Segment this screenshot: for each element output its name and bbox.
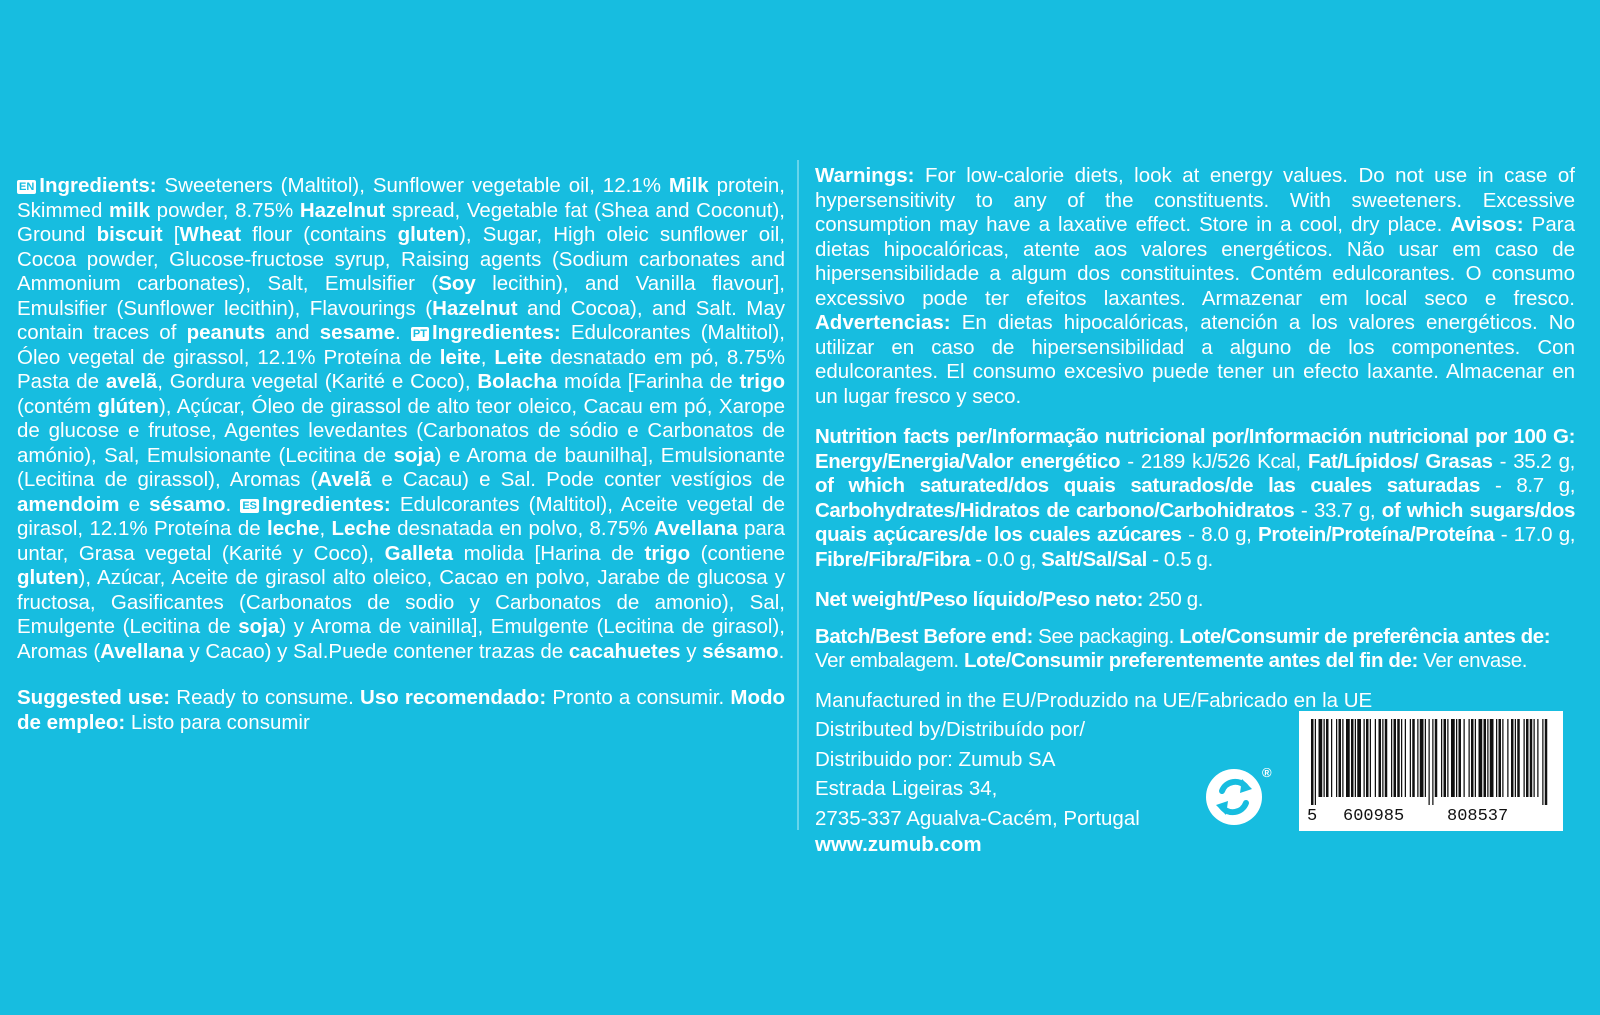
- barcode-bar: [1351, 719, 1354, 797]
- barcode-bar: [1315, 719, 1316, 805]
- barcode-bar: [1326, 719, 1329, 797]
- barcode-bar: [1545, 719, 1548, 805]
- barcode-bar: [1490, 719, 1494, 797]
- barcode-bar: [1502, 719, 1503, 797]
- barcode-bar: [1324, 719, 1325, 797]
- nutrition-facts-paragraph: Nutrition facts per/Informação nutricional por/Información nutricional por 100 G: Energy/Energia/Valor energético - 2189 kJ/526 Kcal, Fat/Lípidos/ Grasas - 35.2 g, of which saturated/dos quais saturados/de las cuales saturadas - 8.7 g, Carbohydrates/Hidratos de carbono/Carbohidratos - 33.7 g, of which sugars/dos quais açúcares/de los cuales azúcares - 8.0 g, Protein/Proteína/Proteína - 17.0 g, Fibre/Fibra/Fibra - 0.0 g, Salt/Sal/Sal - 0.5 g.: [815, 425, 1575, 571]
- barcode-bar: [1394, 719, 1397, 797]
- warnings-paragraph: Warnings: For low-calorie diets, look at energy values. Do not use in case of hypersensitivity to any of the constituents. With sweeteners. Excessive consumption may have a laxative effect. Store in a cool, dry place. Avisos: Para dietas hipocalóricas, atente aos valores energéticos. Não usar em caso de hipersensibilidade a algum dos constituintes. Contém edulcorantes. O consumo excessivo pode ter efeitos laxantes. Armazenar em local seco e fresco. Advertencias: En dietas hipocalóricas, atención a los valores energéticos. No utilizar en caso de hipersensibilidad a alguno de los componentes. Con edulcorantes. El consumo excesivo puede tener un efecto laxante. Almacenar en un lugar fresco y seco.: [815, 164, 1575, 408]
- barcode-bar: [1479, 719, 1483, 797]
- barcode-bar: [1366, 719, 1369, 797]
- barcode-bar: [1331, 719, 1332, 797]
- barcode-bar: [1370, 719, 1371, 797]
- distributor-line-2: Distribuido por: Zumub SA: [815, 747, 1056, 771]
- batch-paragraph: Batch/Best Before end: See packaging. Lote/Consumir de preferência antes de: Ver embalagem. Lote/Consumir preferentemente antes del fin de: Ver envase.: [815, 624, 1551, 672]
- barcode-bar: [1517, 719, 1520, 797]
- barcode-bar: [1397, 719, 1400, 797]
- barcode-bar: [1405, 719, 1406, 797]
- barcode-bar: [1311, 719, 1314, 805]
- barcode-bar: [1471, 719, 1474, 797]
- barcode-bar: [1410, 719, 1411, 797]
- registered-mark: ®: [1262, 765, 1272, 780]
- barcode-bar: [1336, 719, 1337, 797]
- barcode-bar: [1451, 719, 1455, 797]
- barcode-bar: [1432, 719, 1433, 805]
- barcode-bar: [1484, 719, 1487, 797]
- barcode-bar: [1346, 719, 1350, 797]
- barcode-bar: [1475, 719, 1476, 797]
- column-divider: [797, 160, 799, 830]
- barcode-bar: [1526, 719, 1529, 797]
- flag-es-badge: ES: [242, 499, 258, 512]
- barcode-bar: [1375, 719, 1376, 797]
- barcode-bar: [1357, 719, 1361, 797]
- barcode-bar: [1319, 719, 1323, 797]
- barcode-digit-1: 5: [1307, 807, 1318, 826]
- barcode-bar: [1364, 719, 1365, 797]
- barcode-bar: [1417, 719, 1418, 797]
- barcode-bar: [1487, 719, 1488, 797]
- distributor-line-1: Distributed by/Distribuído por/: [815, 718, 1086, 741]
- barcode-bar: [1534, 719, 1535, 797]
- ingredients-en-label: Ingredients:: [39, 174, 157, 197]
- barcode-bar: [1425, 719, 1426, 797]
- origin-text: Manufactured in the EU/Produzido na UE/Fabricado en la UE: [815, 688, 1373, 712]
- barcode-bar: [1542, 719, 1543, 805]
- barcode-bar: [1515, 719, 1516, 797]
- ingredients-column: [17, 174, 785, 735]
- barcode-bars: [1311, 719, 1551, 805]
- barcode-bar: [1441, 719, 1442, 797]
- barcode-bar: [1444, 719, 1447, 797]
- website-link[interactable]: www.zumub.com: [815, 833, 982, 856]
- barcode-bar: [1379, 719, 1382, 797]
- barcode-bar: [1499, 719, 1502, 797]
- barcode-bar: [1342, 719, 1343, 797]
- barcode-bar: [1469, 719, 1470, 797]
- barcode-bar: [1464, 719, 1465, 797]
- barcode-bar: [1511, 719, 1514, 797]
- barcode-bar: [1385, 719, 1388, 797]
- barcode-bar: [1339, 719, 1342, 797]
- barcode-bar: [1524, 719, 1525, 797]
- nutrition-heading: Nutrition facts per/Informação nutricional por/Información nutricional por 100 G:: [815, 425, 1575, 448]
- barcode-bar: [1355, 719, 1356, 797]
- barcode-bar: [1401, 719, 1402, 797]
- ingredients-es-label: Ingredientes:: [262, 492, 391, 516]
- ingredients-paragraph: EN Ingredients: Sweeteners (Maltitol), Sunflower vegetable oil, 12.1% Milk protein, Skimmed milk powder, 8.75% Hazelnut spread, Vegetable fat (Shea and Coconut), Ground biscuit [Wheat flour (contains gluten), Sugar, High oleic sunflower oil, Cocoa powder, Glucose-fructose syrup, Raising agents (Sodium carbonates and Ammonium carbonates), Salt, Emulsifier (Soy lecithin), and Vanilla flavour], Emulsifier (Sunflower lecithin), Flavourings (Hazelnut and Cocoa), and Salt. May contain traces of peanuts and sesame. PT Ingredientes: Edulcorantes (Maltitol), Óleo vegetal de girassol, 12.1% Proteína de leite, Leite desnatado em pó, 8.75% Pasta de avelã, Gordura vegetal (Karité e Coco), Bolacha moída [Farinha de trigo (contém glúten), Açúcar, Óleo de girassol de alto teor oleico, Cacau em pó, Xarope de glucose e frutose, Agentes levedantes (Carbonatos de sódio e Carbonatos de amónio), Sal, Emulsionante (Lecitina de soja) e Aroma de baunilha], Emulsionante (Lecitina de girassol), Aromas (Avelã e Cacau) e Sal. Pode conter vestígios de amendoim e sésamo. ES Ingredientes: Edulcorantes (Maltitol), Aceite vegetal de girasol, 12.1% Proteína de leche, Leche desnatada en polvo, 8.75% Avellana para untar, Grasa vegetal (Karité y Coco), Galleta molida [Harina de trigo (contiene gluten), Azúcar, Aceite de girasol alto oleico, Cacao en polvo, Jarabe de glucosa y fructosa, Gasificantes (Carbonatos de sodio y Carbonatos de amonio), Sal, Emulgente (Lecitina de soja) y Aroma de vainilla], Emulgente (Lecitina de girasol), Aromas (Avellana y Cacao) y Sal.Puede contener trazas de cacahuetes y sésamo.: [17, 174, 786, 663]
- flag-en-badge: EN: [19, 181, 35, 193]
- suggested-use-paragraph: Suggested use: Ready to consume. Uso recomendado: Pronto a consumir. Modo de empleo: Listo para consumir: [17, 686, 786, 734]
- barcode-digits-2: 600985: [1343, 807, 1405, 826]
- barcode-bar: [1412, 719, 1415, 797]
- barcode-bar: [1530, 719, 1533, 797]
- address-line-1: Estrada Ligeiras 34,: [815, 777, 998, 800]
- flag-pt-badge: PT: [412, 328, 427, 340]
- barcode-bar: [1420, 719, 1424, 797]
- barcode-bar: [1496, 719, 1497, 797]
- barcode-bar: [1459, 719, 1462, 797]
- recycle-arrows-icon: [1202, 765, 1266, 829]
- barcode-bar: [1447, 719, 1448, 797]
- barcode-bar: [1435, 719, 1438, 797]
- barcode-bar: [1456, 719, 1457, 797]
- barcode-digits-3: 808537: [1447, 807, 1509, 826]
- barcode: [1299, 711, 1563, 831]
- barcode-bar: [1507, 719, 1508, 797]
- barcode-bar: [1391, 719, 1392, 797]
- ingredients-pt-label: Ingredientes:: [431, 321, 561, 344]
- address-line-2: 2735-337 Agualva-Cacém, Portugal: [815, 806, 1140, 830]
- barcode-bar: [1429, 719, 1430, 805]
- barcode-bar: [1382, 719, 1383, 797]
- barcode-bar: [1537, 719, 1538, 797]
- net-weight: Net weight/Peso líquido/Peso neto: 250 g.: [815, 588, 1203, 611]
